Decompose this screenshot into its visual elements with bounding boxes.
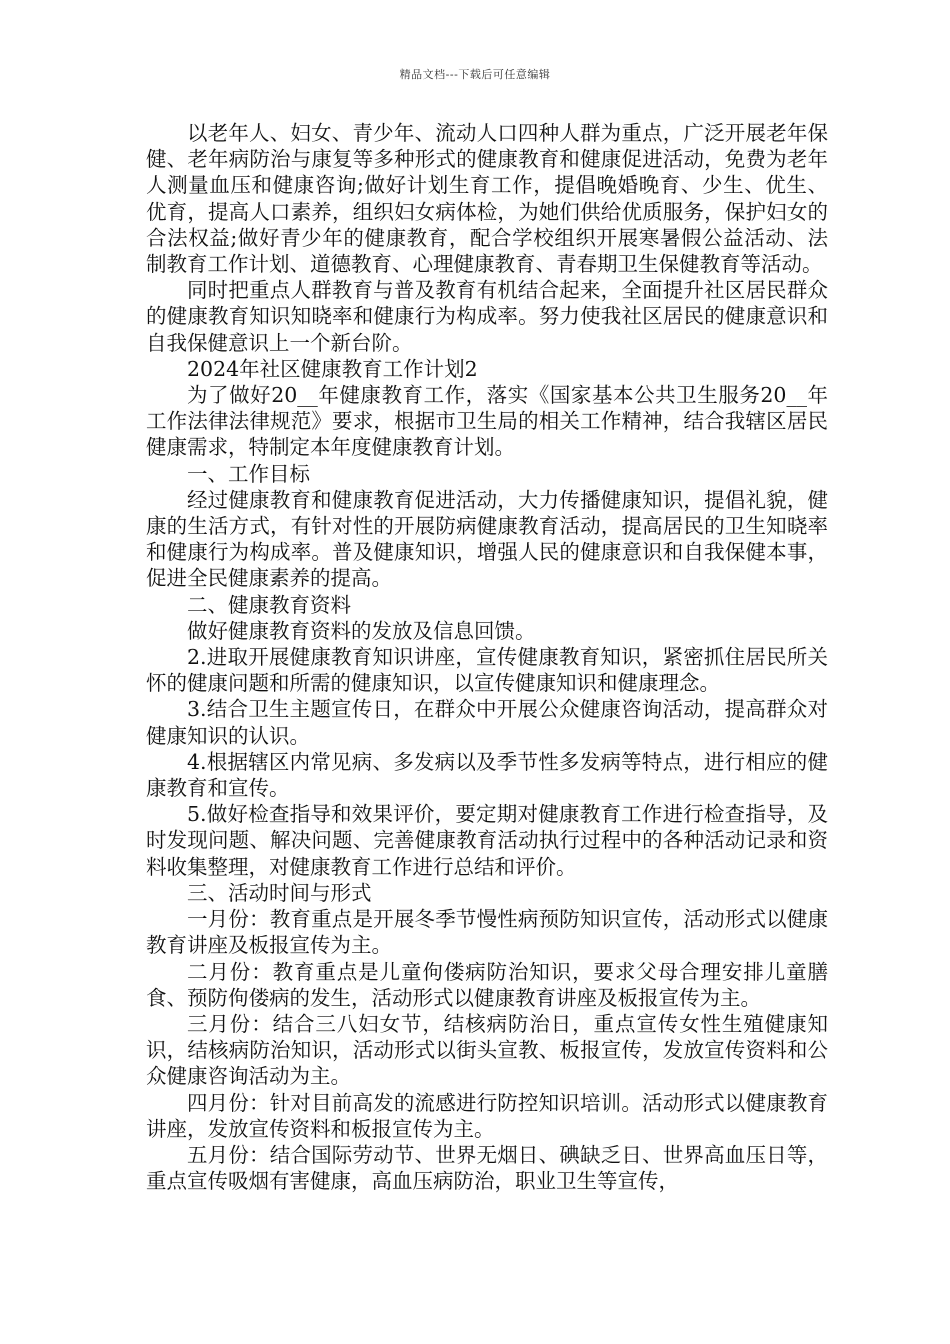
list-item-2: 2.进取开展健康教育知识讲座，宣传健康教育知识，紧密抓住居民所关怀的健康问题和所需的健康知识，以宣传健康知识和健康理念。 (146, 645, 828, 696)
paragraph-key-groups: 以老年人、妇女、青少年、流动人口四种人群为重点，广泛开展老年保健、老年病防治与康复等多种形式的健康教育和健康促进活动，免费为老年人测量血压和健康咨询;做好计划生育工作，提倡晚婚晚育、少生、优生、优育，提高人口素养，组织妇女病体检，为她们供给优质服务，保护妇女的合法权益;做好青少年的健康教育，配合学校组织开展寒暑假公益活动、法制教育工作计划、道德教育、心理健康教育、青春期卫生保健教育等活动。 (146, 121, 828, 277)
heading-work-goals: 一、工作目标 (187, 461, 310, 486)
paragraph-combined-education: 同时把重点人群教育与普及教育有机结合起来，全面提升社区居民群众的健康教育知识知晓率和健康行为构成率。努力使我社区居民的健康意识和自我保健意识上一个新台阶。 (146, 278, 828, 355)
paragraph-may: 五月份：结合国际劳动节、世界无烟日、碘缺乏日、世界高血压日等，重点宣传吸烟有害健康，高血压病防治，职业卫生等宣传， (146, 1142, 828, 1194)
list-item-4: 4.根据辖区内常见病、多发病以及季节性多发病等特点，进行相应的健康教育和宣传。 (146, 749, 828, 801)
paragraph-materials: 做好健康教育资料的发放及信息回馈。 (187, 618, 536, 643)
paragraph-february: 二月份：教育重点是儿童佝偻病防治知识，要求父母合理安排儿童膳食、预防佝偻病的发生，活动形式以健康教育讲座及板报宣传为主。 (146, 959, 828, 1010)
document-body (146, 120, 828, 1194)
list-item-3: 3.结合卫生主题宣传日，在群众中开展公众健康咨询活动，提高群众对健康知识的认识。 (146, 697, 828, 748)
heading-education-materials: 二、健康教育资料 (187, 592, 351, 617)
paragraph-intro: 为了做好20__年健康教育工作，落实《国家基本公共卫生服务20__年工作法律法律规范》要求，根据市卫生局的相关工作精神，结合我辖区居民健康需求，特制定本年度健康教育计划。 (146, 383, 828, 460)
section-title-plan-2: 2024年社区健康教育工作计划2 (187, 356, 478, 381)
paragraph-january: 一月份：教育重点是开展冬季节慢性病预防知识宣传，活动形式以健康教育讲座及板报宣传为主。 (146, 907, 828, 958)
paragraph-march: 三月份：结合三八妇女节，结核病防治日，重点宣传女性生殖健康知识，结核病防治知识，活动形式以街头宣教、板报宣传，发放宣传资料和公众健康咨询活动为主。 (146, 1011, 828, 1089)
paragraph-april: 四月份：针对目前高发的流感进行防控知识培训。活动形式以健康教育讲座，发放宣传资料和板报宣传为主。 (146, 1090, 828, 1141)
heading-activity-schedule: 三、活动时间与形式 (187, 880, 372, 905)
list-item-5: 5.做好检查指导和效果评价，要定期对健康教育工作进行检查指导，及时发现问题、解决问题、完善健康教育活动执行过程中的各种活动记录和资料收集整理，对健康教育工作进行总结和评价。 (146, 802, 828, 879)
page-header: 精品文档---下载后可任意编辑 (399, 68, 551, 81)
paragraph-goals: 经过健康教育和健康教育促进活动，大力传播健康知识，提倡礼貌，健康的生活方式，有针对性的开展防病健康教育活动，提高居民的卫生知晓率和健康行为构成率。普及健康知识，增强人民的健康意识和自我保健本事，促进全民健康素养的提高。 (146, 487, 828, 591)
